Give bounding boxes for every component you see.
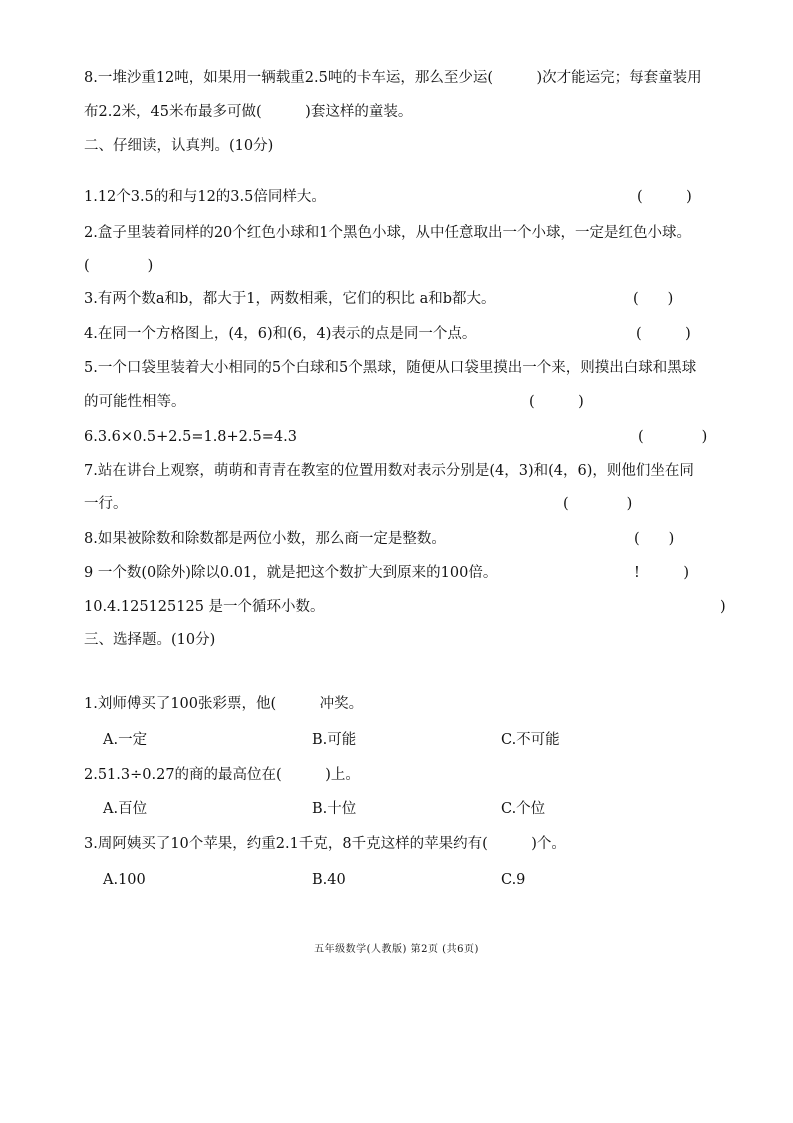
- choice-2-option-b[interactable]: B.十位: [312, 801, 357, 817]
- judge-answer-bracket-6[interactable]: ( ): [638, 429, 708, 445]
- choice-3-option-c[interactable]: C.9: [501, 872, 526, 888]
- judge-answer-bracket-1[interactable]: ( ): [637, 189, 692, 205]
- section-3-heading: 三、选择题。(10分): [84, 632, 216, 648]
- choice-1-option-c[interactable]: C.不可能: [501, 732, 560, 748]
- choice-question-3: 3.周阿姨买了10个苹果，约重2.1千克，8千克这样的苹果约有( )个。: [84, 836, 566, 852]
- judge-answer-bracket-7[interactable]: ( ): [563, 496, 633, 512]
- section-2-heading: 二、仔细读，认真判。(10分): [84, 138, 274, 154]
- judge-item-5-line2: 的可能性相等。: [84, 394, 186, 410]
- judge-item-7-line2: 一行。: [84, 496, 128, 512]
- page-footer: 五年级数学(人教版) 第2页 (共6页): [314, 944, 479, 955]
- judge-answer-bracket-3[interactable]: ( ): [633, 291, 674, 307]
- judge-item-2: 2.盒子里装着同样的20个红色小球和1个黑色小球，从中任意取出一个小球，一定是红色小球。: [84, 225, 692, 241]
- judge-answer-bracket-10[interactable]: ): [720, 599, 726, 615]
- choice-question-2: 2.51.3÷0.27的商的最高位在( )上。: [84, 767, 360, 783]
- choice-1-option-a[interactable]: A.一定: [103, 732, 148, 748]
- judge-item-3: 3.有两个数a和b，都大于1，两数相乘，它们的积比 a和b都大。: [84, 291, 496, 307]
- judge-item-9: 9 一个数(0除外)除以0.01，就是把这个数扩大到原来的100倍。: [84, 565, 498, 581]
- choice-question-1: 1.刘师傅买了100张彩票，他( 冲奖。: [84, 696, 364, 712]
- judge-answer-bracket-4[interactable]: ( ): [636, 326, 691, 342]
- judge-answer-bracket-8[interactable]: ( ): [634, 531, 675, 547]
- judge-answer-bracket-9[interactable]: ! ): [634, 565, 689, 581]
- judge-item-1: 1.12个3.5的和与12的3.5倍同样大。: [84, 189, 326, 205]
- choice-2-option-a[interactable]: A.百位: [103, 801, 148, 817]
- judge-item-10: 10.4.125125125 是一个循环小数。: [84, 599, 325, 615]
- fill-question-8-line1: 8.一堆沙重12吨，如果用一辆载重2.5吨的卡车运，那么至少运( )次才能运完；每套童装用: [84, 70, 702, 86]
- judge-answer-bracket-2[interactable]: ( ): [84, 258, 154, 274]
- choice-1-option-b[interactable]: B.可能: [312, 732, 357, 748]
- judge-answer-bracket-5[interactable]: ( ): [529, 394, 584, 410]
- judge-item-6: 6.3.6×0.5+2.5=1.8+2.5=4.3: [84, 429, 297, 445]
- judge-item-8: 8.如果被除数和除数都是两位小数，那么商一定是整数。: [84, 531, 446, 547]
- judge-item-5: 5.一个口袋里装着大小相同的5个白球和5个黑球，随便从口袋里摸出一个来，则摸出白球和黑球: [84, 360, 697, 376]
- choice-2-option-c[interactable]: C.个位: [501, 801, 546, 817]
- judge-item-7: 7.站在讲台上观察，萌萌和青青在教室的位置用数对表示分别是(4，3)和(4，6)，则他们坐在同: [84, 463, 694, 479]
- judge-item-4: 4.在同一个方格图上，(4，6)和(6，4)表示的点是同一个点。: [84, 326, 477, 342]
- choice-3-option-b[interactable]: B.40: [312, 872, 346, 888]
- choice-3-option-a[interactable]: A.100: [103, 872, 146, 888]
- fill-question-8-line2: 布2.2米，45米布最多可做( )套这样的童装。: [84, 104, 413, 120]
